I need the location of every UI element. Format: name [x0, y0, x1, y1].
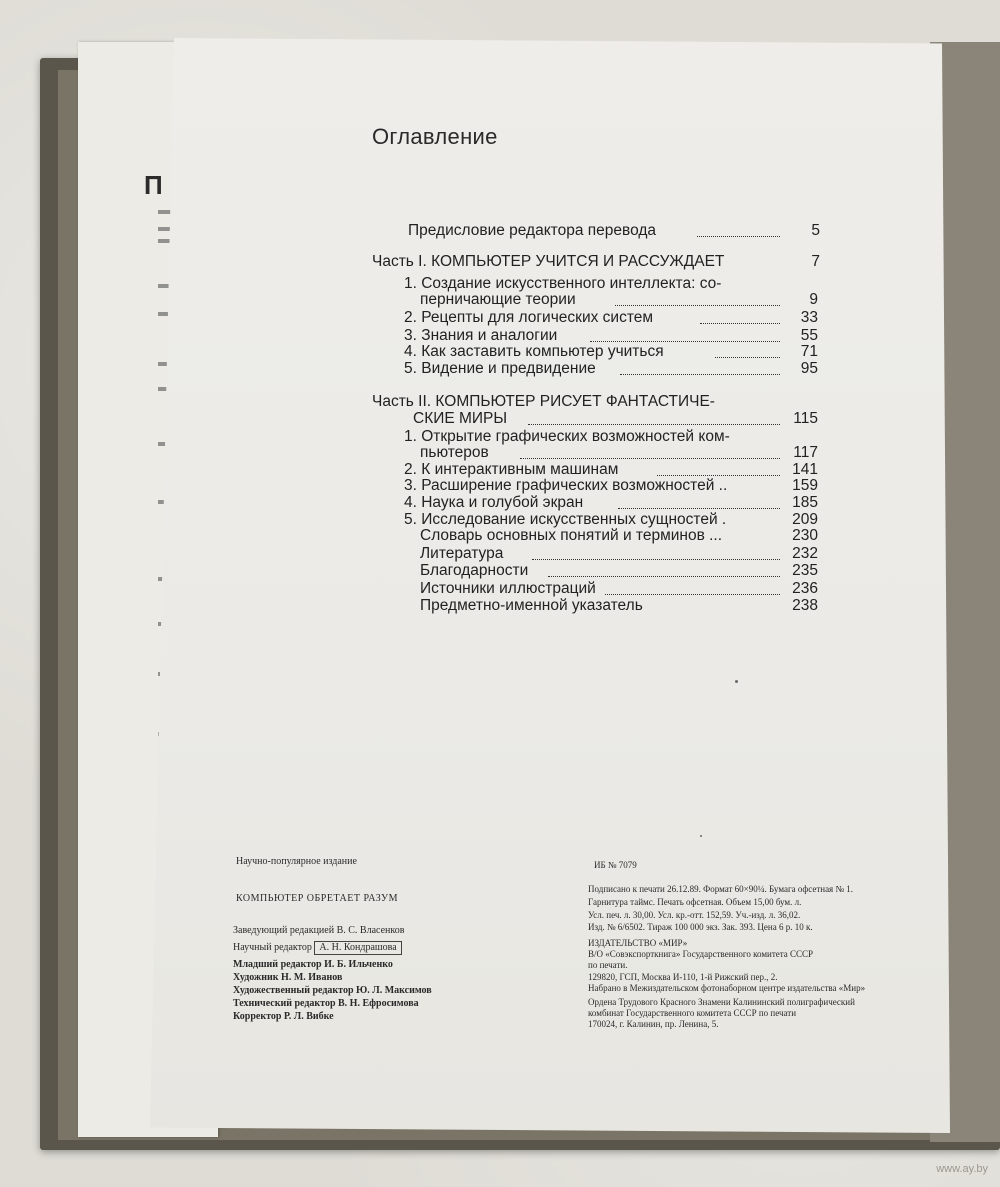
publisher-imprint-line: Набрано в Межиздательском фотонаборном центре издательства «Мир»: [588, 983, 866, 993]
toc-dot-leader: [697, 234, 780, 237]
toc-entry-title: Благодарности: [420, 562, 529, 579]
toc-entry-title: Источники иллюстраций: [420, 580, 596, 597]
publisher-imprint-line: Подписано к печати 26.12.89. Формат 60×90¼. Бумага офсетная № 1.: [588, 884, 854, 894]
imprint-credit-label: Научный редактор: [233, 942, 312, 953]
imprint-credit-line: Технический редактор В. Н. Ефросимова: [233, 998, 419, 1009]
toc-page-number: 235: [792, 562, 818, 579]
toc-page-number: 141: [792, 461, 818, 478]
toc-page-number: 159: [792, 477, 818, 494]
toc-dot-leader: [657, 473, 780, 476]
imprint-book-title: КОМПЬЮТЕР ОБРЕТАЕТ РАЗУМ: [236, 893, 398, 904]
edition-type: Научно-популярное издание: [236, 856, 357, 867]
toc-entry-title: 5. Исследование искусственных сущностей .: [404, 511, 727, 528]
paper-speck: [735, 680, 738, 683]
publisher-imprint-line: 129820, ГСП, Москва И-110, 1-й Рижский пер., 2.: [588, 972, 778, 982]
toc-page-number: 55: [800, 327, 818, 344]
toc-dot-leader: [715, 355, 780, 358]
toc-page-number: 9: [809, 291, 818, 308]
paper-speck: [700, 835, 702, 837]
toc-dot-leader: [620, 372, 780, 375]
imprint-credit-line: Художественный редактор Ю. Л. Максимов: [233, 985, 432, 996]
toc-dot-leader: [700, 321, 780, 324]
toc-dot-leader: [615, 303, 780, 306]
toc-entry-title: 4. Как заставить компьютер учиться: [404, 343, 664, 360]
toc-dot-leader: [532, 557, 780, 560]
toc-entry-title: 4. Наука и голубой экран: [404, 494, 584, 511]
toc-entry-title: 5. Видение и предвидение: [404, 360, 596, 377]
toc-entry-title: 1. Создание искусственного интеллекта: со-: [404, 275, 722, 292]
imprint-credit-line: Художник Н. М. Иванов: [233, 972, 343, 983]
publisher-imprint-line: по печати.: [588, 960, 628, 970]
toc-entry-title: Предметно-именной указатель: [420, 597, 643, 614]
toc-entry-title: Предисловие редактора перевода: [408, 222, 657, 239]
toc-entry-title: Литература: [420, 545, 504, 562]
toc-entry-title: 2. К интерактивным машинам: [404, 461, 619, 478]
toc-page-number: 236: [792, 580, 818, 597]
publisher-imprint-line: Гарнитура таймс. Печать офсетная. Объем 15,00 бум. л.: [588, 897, 802, 907]
toc-page-number: 117: [793, 444, 818, 461]
toc-entry-title: 3. Расширение графических возможностей ..: [404, 477, 728, 494]
toc-dot-leader: [528, 422, 780, 425]
toc-dot-leader: [548, 574, 780, 577]
toc-dot-leader: [605, 592, 780, 595]
ib-number: ИБ № 7079: [594, 860, 637, 870]
imprint-credit-line: [233, 941, 402, 955]
toc-entry-title: 1. Открытие графических возможностей ком-: [404, 428, 730, 445]
toc-entry-title: пьютеров: [420, 444, 489, 461]
left-page-title-fragment: П: [144, 170, 163, 200]
toc-page-number: 230: [792, 527, 818, 544]
imprint-credit-line: Младший редактор И. Б. Ильченко: [233, 959, 393, 970]
toc-entry-title: 3. Знания и аналогии: [404, 327, 558, 344]
toc-dot-leader: [590, 339, 780, 342]
toc-entry-title: Часть II. КОМПЬЮТЕР РИСУЕТ ФАНТАСТИЧЕ-: [372, 393, 715, 410]
page-title: Оглавление: [372, 124, 498, 149]
publisher-imprint-line: ИЗДАТЕЛЬСТВО «МИР»: [588, 938, 688, 948]
toc-page-number: 71: [800, 343, 818, 360]
toc-page-number: 115: [793, 410, 818, 427]
toc-page-number: 5: [811, 222, 820, 239]
boxed-name: А. Н. Кондрашова: [314, 941, 401, 955]
toc-dot-leader: [520, 456, 780, 459]
toc-page-number: 209: [792, 511, 818, 528]
publisher-imprint-line: Усл. печ. л. 30,00. Усл. кр.-отт. 152,59. Уч.-изд. л. 36,02.: [588, 910, 801, 920]
toc-entry-title: 2. Рецепты для логических систем: [404, 309, 654, 326]
toc-entry-title: Часть I. КОМПЬЮТЕР УЧИТСЯ И РАССУЖДАЕТ: [372, 253, 725, 270]
publisher-imprint-line: Изд. № 6/6502. Тираж 100 000 экз. Зак. 393. Цена 6 р. 10 к.: [588, 922, 813, 932]
imprint-credit-line: Заведующий редакцией В. С. Власенков: [233, 925, 405, 936]
publisher-imprint-line: В/О «Совэкспорткнига» Государственного комитета СССР: [588, 949, 814, 959]
toc-page-number: 7: [811, 253, 820, 270]
toc-dot-leader: [618, 506, 780, 509]
toc-entry-title: СКИЕ МИРЫ: [413, 410, 508, 427]
toc-entry-title: Словарь основных понятий и терминов ...: [420, 527, 723, 544]
publisher-imprint-line: 170024, г. Калинин, пр. Ленина, 5.: [588, 1019, 719, 1029]
toc-page-number: 185: [792, 494, 818, 511]
toc-page-number: 95: [800, 360, 818, 377]
publisher-imprint-line: Ордена Трудового Красного Знамени Калининский полиграфический: [588, 997, 855, 1007]
publisher-imprint-line: комбинат Государственного комитета СССР по печати: [588, 1008, 797, 1018]
toc-page-number: 232: [792, 545, 818, 562]
toc-page-number: 33: [800, 309, 818, 326]
toc-page-number: 238: [792, 597, 818, 614]
watermark: www.ay.by: [936, 1163, 988, 1175]
imprint-credit-line: Корректор Р. Л. Вибке: [233, 1011, 334, 1022]
toc-entry-title: перничающие теории: [420, 291, 576, 308]
